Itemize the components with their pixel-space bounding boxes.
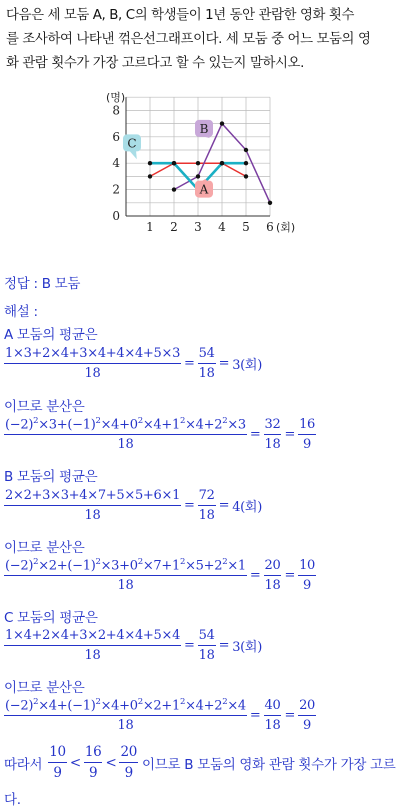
y-tick-label: 2 [112,182,120,197]
c-mean-label: C 모둠의 평균은 [4,610,98,626]
a-mean-label: A 모둠의 평균은 [4,327,98,343]
c-variance-result-num: 20 [298,698,316,716]
a-variance-equation: $\frac{(-2)^2\times 3+(-1)^2\times 4+0^2\times 4+1^2\times 4+2^2\times 3}{18}$ = $\frac{32}{18}$ = $\frac{16}{9}$ [5,416,316,453]
b-mean-simplified-num: 72 [198,488,216,506]
a-mean-numerator: 1×3+2×4+3×4+4×4+5×3 [4,346,181,364]
c-variance-result [298,698,316,733]
line-chart [96,80,316,240]
c-mean-simplified-den: 18 [198,648,215,663]
b-mean-result: 4(회) [232,500,262,515]
b-variance-fraction [4,557,247,593]
a-mean-simplified-den: 18 [198,366,215,381]
conclusion-fraction-2 [84,744,103,781]
conclusion-fraction-3 [119,744,138,781]
b-variance-result [298,558,316,593]
callout-a-label: A [199,182,209,197]
a-mean-equation: $\frac{1\times 3+2\times 4+3\times 4+4\times 4+5\times 3}{18}$ = $\frac{54}{18}$ = 3(회) [5,346,262,381]
x-tick-label: 1 [146,220,154,234]
conclusion-f1-num: 10 [48,744,67,763]
x-tick-label: 6 [266,220,274,234]
problem-line-2: 를 조사하여 나타낸 꺾은선그래프이다. 세 모둠 중 어느 모둠의 영 [6,32,371,47]
series-c-point [220,161,224,165]
series-a-point [196,161,200,165]
problem-line-1: 다음은 세 모둠 A, B, C의 학생들이 1년 동안 관람한 영화 횟수 [6,8,354,23]
y-tick-label: 4 [112,156,120,171]
b-mean-equation: $\frac{2\times 2+3\times 3+4\times 7+5\times 5+6\times 1}{18}$ = $\frac{72}{18}$ = 4(회) [5,488,262,523]
a-mean-simplified-num: 54 [198,346,216,364]
a-variance-simplified [264,417,282,452]
b-mean-label: B 모둠의 평균은 [4,469,98,485]
conclusion-f2-den: 9 [88,765,98,781]
a-mean-result: 3(회) [232,358,262,373]
x-tick-label: 3 [194,220,202,234]
a-variance-denominator: 18 [117,437,134,453]
b-mean-fraction [4,488,181,523]
c-variance-simplified [264,698,282,733]
b-variance-result-den: 9 [303,577,312,593]
a-variance-result-num: 16 [298,417,316,435]
series-b-point [172,187,176,191]
series-a-point [244,174,248,178]
callout-c-pointer [129,150,137,159]
series-c-point [244,161,248,165]
b-variance-numerator: $(-2)^2\times 2+(-1)^2\times 3+0^2\times 7+1^2\times 5+2^2\times 1$ [4,557,247,576]
c-variance-simplified-num: 40 [264,698,282,716]
conclusion-f3-num: 20 [119,744,138,763]
a-variance-label: 이므로 분산은 [4,399,85,415]
series-a-point [148,174,152,178]
c-mean-simplified [198,628,216,663]
a-mean-simplified [198,346,216,381]
b-mean-numerator: 2×2+3×3+4×7+5×5+6×1 [4,488,181,506]
x-tick-label: 5 [242,220,250,234]
explanation-label: 해설 : [4,304,38,320]
answer: 정답 : B 모둠 [4,276,81,292]
c-variance-fraction [4,697,247,733]
series-b-point [220,121,224,125]
series-b-point [196,174,200,178]
series-c-point [172,161,176,165]
a-mean-denominator: 18 [84,366,101,381]
b-variance-result-num: 10 [298,558,316,576]
b-mean-denominator: 18 [84,508,101,523]
c-variance-denominator: 18 [117,718,134,734]
c-mean-result: 3(회) [232,640,262,655]
conclusion-f2-num: 16 [84,744,103,763]
c-mean-fraction [4,628,181,663]
c-variance-equation: $\frac{(-2)^2\times 4+(-1)^2\times 4+0^2\times 2+1^2\times 4+2^2\times 4}{18}$ = $\frac{40}{18}$ = $\frac{20}{9}$ [5,697,316,734]
conclusion-suffix: 이므로 B 모둠의 영화 관람 횟수가 가장 고르 [142,756,396,773]
x-tick-label: 4 [218,220,226,234]
series-c-point [148,161,152,165]
conclusion-line-2: 다. [4,792,21,808]
a-variance-fraction [4,416,247,452]
b-variance-simplified-den: 18 [264,577,281,593]
b-variance-simplified [264,558,282,593]
x-axis-label: (회) [276,221,296,234]
b-mean-simplified-den: 18 [198,508,215,523]
c-mean-denominator: 18 [84,648,101,663]
c-mean-simplified-num: 54 [198,628,216,646]
b-variance-equation: $\frac{(-2)^2\times 2+(-1)^2\times 3+0^2\times 7+1^2\times 5+2^2\times 1}{18}$ = $\frac{20}{18}$ = $\frac{10}{9}$ [5,557,316,594]
a-mean-fraction [4,346,181,381]
problem-statement [6,4,396,76]
a-variance-numerator: $(-2)^2\times 3+(-1)^2\times 4+0^2\times 4+1^2\times 4+2^2\times 3$ [4,416,247,435]
conclusion-prefix: 따라서 [4,756,43,773]
b-variance-denominator: 18 [117,578,134,594]
conclusion: 따라서 $\frac{10}{9}$ < $\frac{16}{9}$ < $\frac{20}{9}$ 이므로 B 모둠의 영화 관람 횟수가 가장 고르 [4,744,396,781]
y-tick-label: 8 [112,103,120,118]
b-variance-label: 이므로 분산은 [4,540,85,556]
callout-b-label: B [199,121,209,136]
conclusion-f3-den: 9 [124,765,133,781]
c-mean-numerator: 1×4+2×4+3×2+4×4+5×4 [4,628,181,646]
series-b-point [268,201,272,205]
y-tick-label: 6 [112,129,120,144]
a-variance-simplified-num: 32 [264,417,282,435]
a-variance-result [298,417,316,452]
c-variance-simplified-den: 18 [264,717,281,733]
series-b-point [244,148,248,152]
a-variance-simplified-den: 18 [264,436,281,452]
c-mean-equation: $\frac{1\times 4+2\times 4+3\times 2+4\times 4+5\times 4}{18}$ = $\frac{54}{18}$ = 3(회) [5,628,262,663]
x-tick-label: 2 [170,220,178,234]
conclusion-f1-den: 9 [53,765,62,781]
y-axis-label: (명) [106,91,126,105]
a-variance-result-den: 9 [303,436,312,452]
callout-c-label: C [127,136,137,151]
conclusion-fraction-1 [48,744,67,781]
c-variance-label: 이므로 분산은 [4,680,85,696]
y-tick-label: 0 [112,209,120,223]
b-mean-simplified [198,488,216,523]
c-variance-result-den: 9 [303,717,312,733]
c-variance-numerator: $(-2)^2\times 4+(-1)^2\times 4+0^2\times 2+1^2\times 4+2^2\times 4$ [4,697,247,716]
problem-line-3: 화 관람 횟수가 가장 고르다고 할 수 있는지 말하시오. [6,56,304,71]
b-variance-simplified-num: 20 [264,558,282,576]
